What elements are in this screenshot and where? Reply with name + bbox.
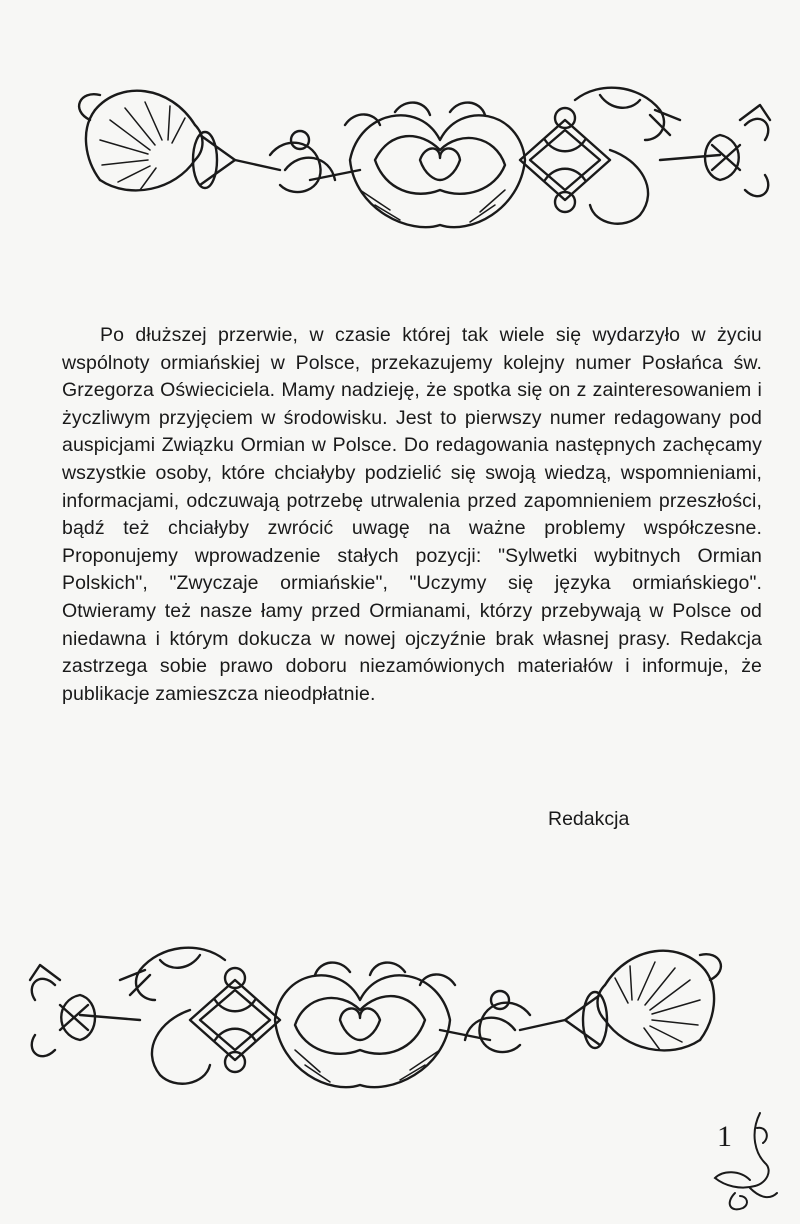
editorial-text (62, 322, 762, 708)
trumpet-left (193, 132, 280, 188)
ornament-illustration (0, 40, 800, 230)
beast-head (575, 88, 680, 224)
interlace-diamond (520, 108, 610, 212)
acanthus-leaf-center (345, 103, 525, 228)
editorial-paragraph: Po dłuższej przerwie, w czasie której tak wiele się wydarzyło w życiu wspólnoty ormiańskiej w Polsce, przekazujemy kolejny numer Posłańca św. Grzegorza Oświeciciela. Mamy nadzieję, że spotka się on z zainteresowaniem i życzliwym przyjęciem w środowisku. Jest to pierwszy numer redagowany pod auspicjami Związku Ormian w Polsce. Do redagowania następnych zachęcamy wszystkie osoby, które chciałyby podzielić się swoją wiedzą, wspomnieniami, informacjami, odczuwają potrzebę utrwalenia przed zapomnieniem przeszłości, bądź też chciałyby zwrócić uwagę na ważne problemy współczesne. Proponujemy wprowadzenie stałych pozycji: "Sylwetki wybitnych Ormian Polskich", "Zwyczaje ormiańskie", "Uczymy się języka ormiańskiego". Otwieramy też nasze łamy przed Ormianami, którzy przebywają w Polsce od niedawna i którym dokucza w nowej ojczyźnie brak własnej prasy. Redakcja zastrzega sobie prawo doboru niezamówionych materiałów i informuje, że publikacje zamieszcza nieodpłatnie. (62, 324, 762, 705)
knot-chain-right (440, 991, 530, 1052)
knot-chain-left (270, 131, 360, 192)
acanthus-leaf-center-bottom (275, 963, 455, 1088)
trumpet-right (520, 992, 607, 1048)
interlace-diamond-bottom (190, 968, 280, 1072)
signature: Redakcja (548, 808, 630, 830)
bottom-ornament-band (0, 900, 800, 1100)
palmette-left (79, 91, 202, 191)
top-ornament-band (0, 40, 800, 230)
page-number: 1 (717, 1120, 732, 1153)
palmette-right (598, 951, 721, 1051)
vine-sprig-icon (695, 1108, 785, 1216)
ornament-illustration-mirrored (0, 900, 800, 1100)
beast-head-bottom (120, 948, 225, 1084)
